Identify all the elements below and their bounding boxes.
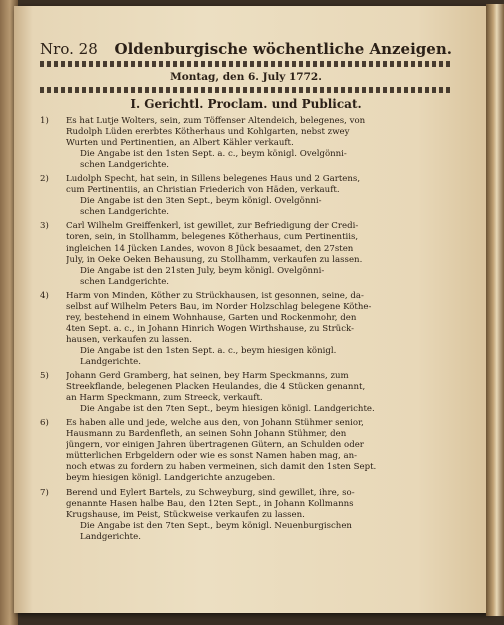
section-heading: I. Gerichtl. Proclam. und Publicat.	[130, 97, 362, 111]
notice-line: July, in Oeke Oeken Behausung, zu Stollhamm, verkaufen zu lassen.	[66, 254, 363, 265]
notice-number: 5)	[40, 371, 49, 382]
notice-line: mütterlichen Erbgeldern oder wie es sonst Namen haben mag, an-	[66, 451, 358, 462]
notice-line: Rudolph Lüden ererbtes Kötherhaus und Kohlgarten, nebst zwey	[66, 127, 350, 138]
notice-line: Die Angabe ist den 1sten Sept. a. c., beym königl. Ovelgönni-	[80, 149, 347, 160]
notice-number: 1)	[40, 116, 49, 126]
notice-line: Die Angabe ist den 3ten Sept., beym königl. Ovelgönni-	[80, 196, 322, 207]
notice-line: schen Landgerichte.	[80, 160, 170, 171]
notice-entry	[40, 221, 452, 287]
notice-line: beym hiesigen königl. Landgerichte anzugeben.	[66, 473, 276, 484]
notice-entry	[40, 174, 452, 218]
notice-line: selbst auf Wilhelm Peters Bau, im Norder Holzschlag belegene Köthe-	[66, 301, 372, 312]
notice-entry	[40, 371, 452, 415]
notice-line: Es haben alle und jede, welche aus den, von Johann Stühmer senior,	[66, 418, 364, 429]
notice-entry	[40, 488, 452, 543]
ornament-rule	[40, 61, 452, 67]
notice-line: Hausmann zu Bardenfleth, an seinen Sohn Johann Stühmer, den	[66, 429, 347, 440]
notice-entry	[40, 291, 452, 368]
entries-list	[40, 116, 452, 543]
notice-entry	[40, 116, 452, 171]
notice-line: Carl Wilhelm Greiffenkerl, ist gewillet, zur Befriedigung der Credi-	[66, 221, 359, 232]
notice-line: Harm von Minden, Köther zu Strückhausen, ist gesonnen, seine, da-	[66, 290, 364, 301]
notice-line: genannte Hasen halbe Bau, den 12ten Sept., in Johann Kollmanns	[66, 498, 354, 509]
notice-line: 4ten Sept. a. c., in Johann Hinrich Wogen Wirthshause, zu Strück-	[66, 323, 354, 334]
notice-line: toren, sein, in Stollhamm, belegenes Kötherhaus, cum Pertinentiis,	[66, 232, 359, 243]
notice-line: Die Angabe ist den 7ten Sept., beym königl. Neuenburgischen	[80, 520, 352, 531]
notice-number: 4)	[40, 290, 49, 301]
notice-line: Ludolph Specht, hat sein, in Sillens belegenes Haus und 2 Gartens,	[66, 174, 361, 185]
notice-line: hausen, verkaufen zu lassen.	[66, 334, 192, 345]
notice-line: Landgerichte.	[80, 531, 141, 542]
masthead	[40, 40, 452, 58]
issue-number: Nro. 28	[40, 40, 98, 58]
notice-line: Wurten und Pertinentien, an Albert Kähler verkauft.	[66, 138, 294, 149]
notice-number: 6)	[40, 418, 49, 429]
notice-line: Landgerichte.	[80, 356, 141, 367]
notice-number: 2)	[40, 174, 49, 185]
page-text	[40, 40, 452, 546]
notice-line: rey, bestehend in einem Wohnhause, Garten und Rockenmohr, den	[66, 312, 357, 323]
notice-line: Krugshause, im Peist, Stückweise verkaufen zu lassen.	[66, 509, 305, 520]
notice-line: noch etwas zu fordern zu haben vermeinen, sich damit den 1sten Sept.	[66, 462, 377, 473]
notice-line: an Harm Speckmann, zum Streeck, verkauft.	[66, 393, 263, 404]
notice-number: 3)	[40, 221, 49, 232]
notice-line: jüngern, vor einigen Jahren übertragenen Gütern, an Schulden oder	[66, 440, 364, 451]
notice-line: ingleichen 14 Jücken Landes, wovon 8 Jück besaamet, den 27sten	[66, 243, 354, 254]
notice-line: schen Landgerichte.	[80, 276, 170, 287]
notice-line: Es hat Lutje Wolters, sein, zum Töffenser Altendeich, belegenes, von	[66, 116, 366, 126]
notice-line: Die Angabe ist den 1sten Sept. a. c., beym hiesigen königl.	[80, 345, 337, 356]
notice-line: Die Angabe ist den 7ten Sept., beym hiesigen königl. Landgerichte.	[80, 404, 375, 415]
issue-date: Montag, den 6. July 1772.	[170, 71, 322, 83]
notice-line: Die Angabe ist den 21sten July, beym königl. Ovelgönni-	[80, 265, 325, 276]
notice-line: cum Pertinentiis, an Christian Friederich von Häden, verkauft.	[66, 185, 340, 196]
notice-line: Berend und Eylert Bartels, zu Schweyburg, sind gewillet, ihre, so-	[66, 487, 355, 498]
notice-line: Johann Gerd Gramberg, hat seinen, bey Harm Speckmanns, zum	[66, 371, 349, 382]
notice-entry	[40, 418, 452, 484]
right-page-edge	[486, 4, 504, 616]
notice-number: 7)	[40, 487, 49, 498]
newspaper-title: Oldenburgische wöchentliche Anzeigen.	[114, 40, 452, 58]
notice-line: schen Landgerichte.	[80, 207, 170, 218]
notice-line: Streekflande, belegenen Placken Heulandes, die 4 Stücken genannt,	[66, 382, 366, 393]
ornament-rule	[40, 87, 452, 93]
